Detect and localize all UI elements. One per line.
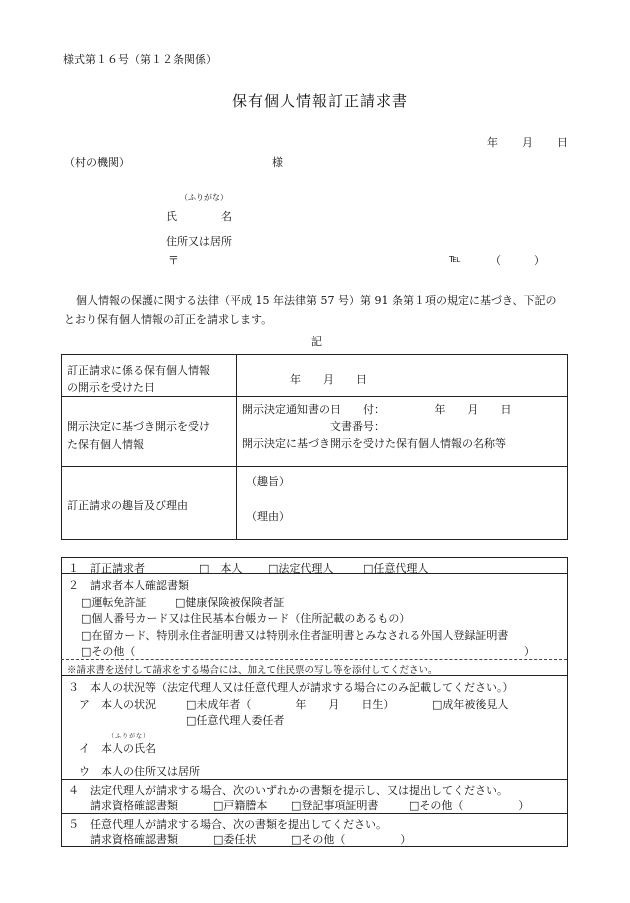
- date-day: 日: [557, 136, 568, 149]
- tel-paren: （ ）: [490, 254, 545, 267]
- option-other-doc-legal[interactable]: □その他（ ）: [409, 799, 530, 812]
- disclosure-date-value[interactable]: 年 月 日: [290, 373, 367, 386]
- correction-purpose-reason-label: 訂正請求の趣旨及び理由: [67, 499, 188, 512]
- requester-furigana: （ふりがな）: [180, 193, 228, 202]
- disclosure-date-label-a: 訂正請求に係る保有個人情報: [67, 364, 210, 377]
- date-month: 月: [522, 136, 533, 149]
- option-health-insurance[interactable]: □健康保険被保険者証: [175, 596, 285, 609]
- section1-label: １ 訂正請求者: [68, 562, 145, 575]
- option-principal[interactable]: □任意代理人委任者: [186, 714, 285, 727]
- option-self[interactable]: □ 本人: [199, 562, 243, 575]
- section2-label: ２ 請求者本人確認書類: [68, 579, 189, 592]
- mail-note: ※請求書を送付して請求をする場合には、加えて住民票の写し等を添付してください。: [67, 665, 438, 676]
- status-label: ア 本人の状況: [79, 698, 156, 711]
- addressee-org: （村の機関）: [64, 156, 130, 169]
- requester-name-label: 氏 名: [166, 210, 232, 223]
- postal-mark: 〒: [168, 254, 179, 267]
- document-number-line[interactable]: 文書番号：: [330, 420, 385, 433]
- section4-doc-label: 請求資格確認書類: [90, 799, 178, 812]
- addressee-honorific: 様: [272, 156, 283, 169]
- date-year: 年: [487, 136, 498, 149]
- disclosed-info-label-b: た保有個人情報: [67, 438, 144, 451]
- section5-label: ５ 任意代理人が請求する場合、次の書類を提出してください。: [68, 818, 387, 831]
- disclosed-info-label-a: 開示決定に基づき開示を受け: [67, 420, 210, 433]
- principal-name-label: イ 本人の氏名: [79, 742, 156, 755]
- disclosed-info-name-line[interactable]: 開示決定に基づき開示を受けた保有個人情報の名称等: [242, 437, 506, 450]
- section3-label: ３ 本人の状況等（法定代理人又は任意代理人が請求する場合にのみ記載してください。）: [68, 681, 514, 694]
- disclosure-date-label-b: の開示を受けた日: [67, 381, 155, 394]
- principal-furigana: （ふりがな）: [108, 733, 151, 740]
- intro-line-2: とおり保有個人情報の訂正を請求します。: [64, 313, 273, 326]
- option-other-id[interactable]: □その他（: [81, 645, 136, 658]
- tel-mark: ℡: [449, 252, 461, 265]
- option-other-doc-voluntary[interactable]: □その他（ ）: [291, 833, 412, 846]
- option-minor[interactable]: □未成年者（ 年 月 日生）: [186, 698, 395, 711]
- option-residence-card[interactable]: □在留カード、特別永住者証明書又は特別永住者証明書とみなされる外国人登録証明書: [81, 629, 509, 642]
- principal-address-label: ウ 本人の住所又は居所: [79, 765, 200, 778]
- section4-label: ４ 法定代理人が請求する場合、次のいずれかの書類を提示し、又は提出してください。: [68, 784, 508, 797]
- option-voluntary-agent[interactable]: □任意代理人: [363, 562, 429, 575]
- intro-line-1: 個人情報の保護に関する法律（平成 15 年法律第 57 号）第 91 条第１項の規定に基づき、下記の: [76, 294, 557, 307]
- option-my-number-card[interactable]: □個人番号カード又は住民基本台帳カード（住所記載のあるもの）: [81, 612, 411, 625]
- ki-heading: 記: [311, 335, 322, 348]
- option-power-of-attorney[interactable]: □委任状: [213, 833, 257, 846]
- option-adult-ward[interactable]: □成年被後見人: [432, 698, 509, 711]
- notice-date-line[interactable]: 開示決定通知書の日 付： 年 月 日: [242, 403, 512, 416]
- option-legal-agent[interactable]: □法定代理人: [268, 562, 334, 575]
- page-title: 保有個人情報訂正請求書: [232, 92, 409, 110]
- form-number-label: 様式第１６号（第１２条関係）: [63, 53, 217, 66]
- option-drivers-license[interactable]: □運転免許証: [81, 596, 147, 609]
- other-id-close: ）: [524, 645, 535, 658]
- reason-label[interactable]: （理由）: [246, 510, 290, 523]
- option-registry-certificate[interactable]: □登記事項証明書: [291, 799, 379, 812]
- section5-doc-label: 請求資格確認書類: [90, 833, 178, 846]
- purpose-label[interactable]: （趣旨）: [246, 475, 290, 488]
- option-family-register[interactable]: □戸籍謄本: [213, 799, 268, 812]
- requester-address-label: 住所又は居所: [166, 235, 232, 248]
